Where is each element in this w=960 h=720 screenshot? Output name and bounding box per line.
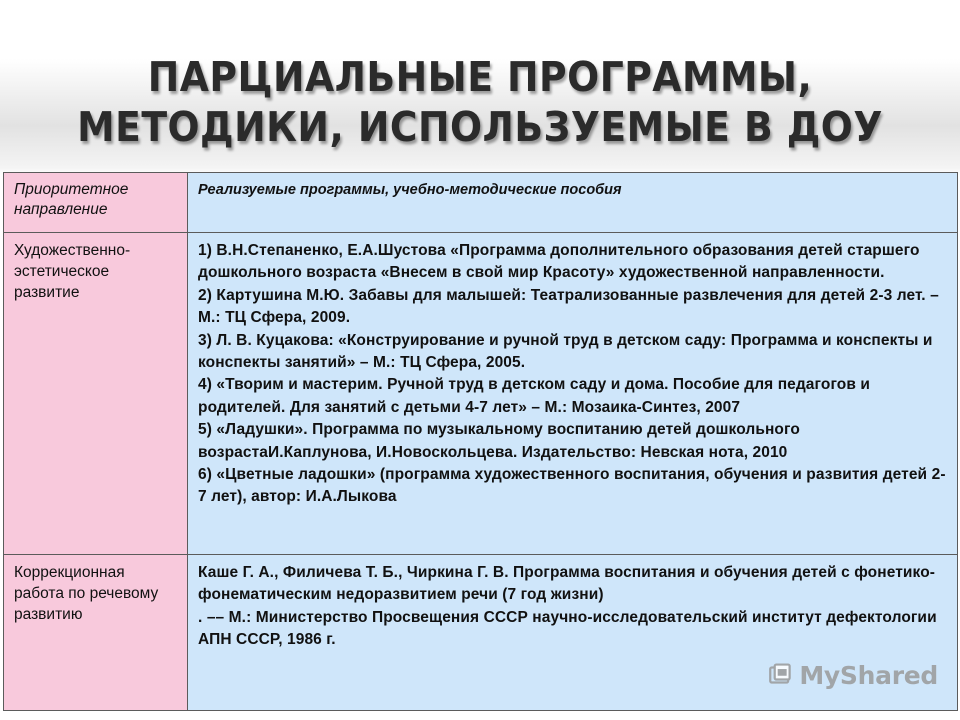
program-entry: Каше Г. А., Филичева Т. Б., Чиркина Г. В. Программа воспитания и обучения детей с фонетико-фонематическим недоразвитием речи (7 год жизни) (198, 564, 936, 604)
title-line-2: МЕТОДИКИ, ИСПОЛЬЗУЕМЫЕ В ДОУ (77, 103, 883, 151)
programs-table (3, 172, 958, 711)
program-entry: 3) Л. В. Куцакова: «Конструирование и ручной труд в детском саду: Программа и конспекты и конспекты занятий» – М.: ТЦ Сфера, 2005. (198, 331, 933, 372)
programs-cell (188, 233, 958, 555)
watermark-text: MyShared (799, 660, 938, 690)
program-entry: 1) В.Н.Степаненко, Е.А.Шустова «Программа дополнительного образования детей старшего дошкольного возраста «Внесем в свой мир Красоту» художественной направленности. (198, 242, 920, 282)
title-line-1: ПАРЦИАЛЬНЫЕ ПРОГРАММЫ, (147, 53, 813, 101)
header-direction-cell (4, 173, 188, 233)
program-entry: . –– М.: Министерство Просвещения СССР научно-исследовательский институт дефектологии АПН СССР, 1986 г. (198, 608, 937, 649)
myshared-logo-icon (768, 658, 793, 692)
header-programs-label: Реализуемые программы, учебно-методические пособия (198, 182, 622, 198)
program-entry: 2) Картушина М.Ю. Забавы для малышей: Театрализованные развлечения для детей 2-3 лет. – М.: ТЦ Сфера, 2009. (198, 286, 939, 327)
header-programs-cell (188, 173, 958, 233)
program-entry: 6) «Цветные ладошки» (программа художественного воспитания, обучения и развития детей 2-7 лет), автор: И.А.Лыкова (198, 466, 946, 506)
header-direction-label: Приоритетное направление (14, 181, 129, 218)
page-title (38, 52, 921, 152)
program-entry: 5) «Ладушки». Программа по музыкальному воспитанию детей дошкольного возрастаИ.Каплунова, И.Новоскольцева. Издательство: Невская нота, 2010 (198, 421, 800, 461)
direction-label: Художественно-эстетическое развитие (14, 242, 131, 301)
direction-cell (4, 555, 188, 711)
direction-cell (4, 233, 188, 555)
table-header-row (4, 173, 958, 233)
watermark (768, 655, 938, 695)
direction-label: Коррекционная работа по речевому развитию (14, 564, 159, 623)
program-entry: 4) «Творим и мастерим. Ручной труд в детском саду и дома. Пособие для педагогов и родителей. Для занятий с детьми 4-7 лет» – М.: Мозаика-Синтез, 2007 (198, 376, 871, 416)
table-row (4, 233, 958, 555)
